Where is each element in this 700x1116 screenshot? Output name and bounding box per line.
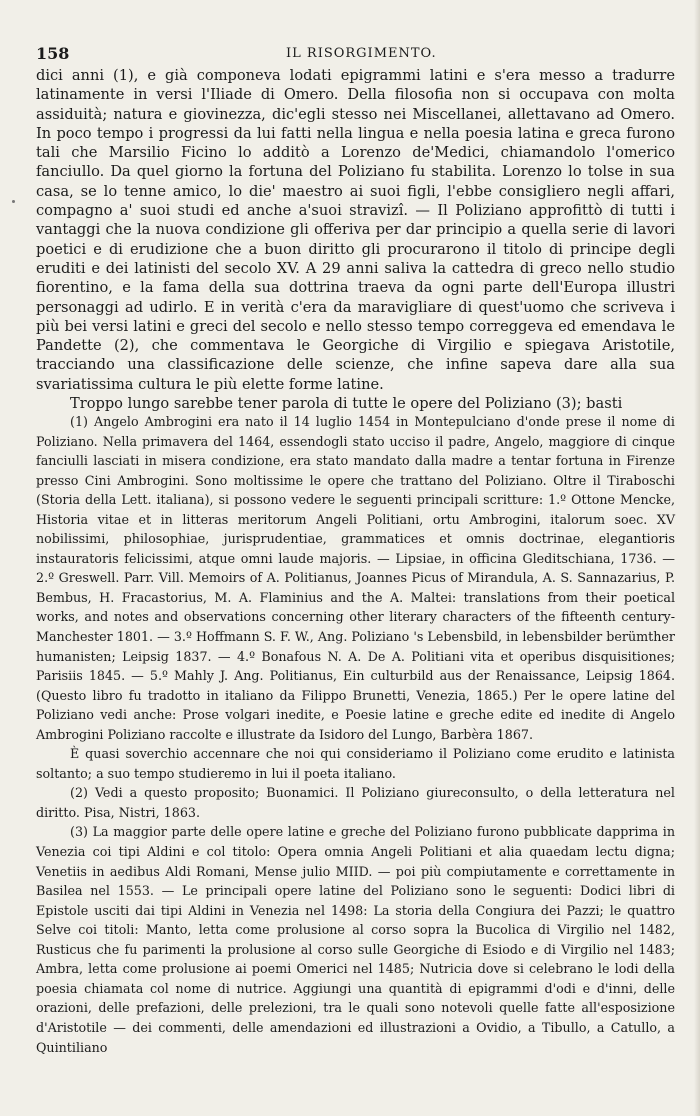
- main-paragraph: dici anni (1), e già componeva lodati epigrammi latini e s'era messo a tradurre latinamente in versi l'Iliade di Omero. Della filosofia non si occupava con molta assiduità; natura e giovinezza, dic'egli stesso nei Miscellanei, allettavano ad Omero. In poco tempo i progressi da lui fatti nella lingua e nella poesia latina e greca furono tali che Marsilio Ficino lo additò a Lorenzo de'Medici, chiamandolo l'omerico fanciullo. Da quel giorno la fortuna del Poliziano fu stabilita. Lorenzo lo tolse in sua casa, se lo tenne amico, lo die' maestro ai suoi figli, l'ebbe consigliero negli affari, compagno a' suoi studi ed anche a'suoi stravizî. — Il Poliziano approfittò di tutti i vantaggi che la nuova condizione gli offeriva per dar principio a quella serie di lavori poetici e di erudizione che a buon diritto gli procurarono il titolo di principe degli eruditi e dei latinisti del secolo XV. A 29 anni saliva la cattedra di greco nello studio fiorentino, e la fama della sua dottrina traeva da ogni parte dell'Europa illustri personaggi ad udirlo. E in verità c'era da maravigliare di quest'uomo che scriveva i più bei versi latini e greci del secolo e nello stesso tempo correggeva ed emendava le Pandette (2), che commentava le Georgiche di Virgilio e spiegava Aristotile, tracciando una classificazione delle scienze, che infine sapeva dare alla sua svariatissima cultura le più elette forme latine.: [36, 67, 675, 393]
- footnote-2: (2) Vedi a questo proposito; Buonamici. Il Poliziano giureconsulto, o della letteratura nel diritto. Pisa, Nistri, 1863.: [36, 785, 675, 820]
- footnote-3: (3) La maggior parte delle opere latine e greche del Poliziano furono pubblicate dapprima in Venezia coi tipi Aldini e col titolo: Opera omnia Angeli Politiani et alia quaedam lectu digna; Venetiis in aedibus Aldi Romani, Mense julio MIID. — poi più compiutamente e correttamente in Basilea nel 1553. — Le principali opere latine del Poliziano sono le seguenti: Dodici libri di Epistole usciti dai tipi Aldini in Venezia nel 1498: La storia della Congiura dei Pazzi; le quattro Selve coi titoli: Manto, letta come prolusione al corso sopra la Bucolica di Virgilio nel 1482, Rusticus che fu parimenti la prolusione al corso sulle Georgiche di Esiodo e di Virgilio nel 1483; Ambra, letta come prolusione ai poemi Omerici nel 1485; Nutricia dove si celebrano le lodi della poesia chiamata col nome di nutrice. Aggiungi una quantità di epigrammi d'odi e d'inni, delle orazioni, delle prefazioni, delle prelezioni, tra le quali sono notevoli quelle fatte all'esposizione d'Aristotile — dei commenti, delle amendazioni ed illustrazioni a Ovidio, a Tibullo, a Catullo, a Quintiliano: [36, 824, 675, 1055]
- main-paragraph: Troppo lungo sarebbe tener parola di tutte le opere del Poliziano (3); basti: [70, 395, 623, 413]
- page-number: 158: [36, 44, 70, 63]
- footnote-1: (1) Angelo Ambrogini era nato il 14 luglio 1454 in Montepulciano d'onde prese il nome di Poliziano. Nella primavera del 1464, essendogli stato ucciso il padre, Angelo, maggiore di cinque fanciulli lasciati in misera condizione, era stato mandato dalla madre a tentar fortuna in Firenze presso Cini Ambrogini. Sono moltissime le opere che trattano del Poliziano. Oltre il Tiraboschi (Storia della Lett. italiana), si possono vedere le seguenti principali scritture: 1.º Ottone Mencke, Historia vitae et in litteras meritorum Angeli Politiani, ortu Ambrogini, italorum soec. XV nobilissimi, philosophiae, jurisprudentiae, grammatices et omnis doctrinae, elegantioris instauratoris felicissimi, atque omni laude majoris. — Lipsiae, in officina Gleditschiana, 1736. — 2.º Greswell. Parr. Vill. Memoirs of A. Politianus, Joannes Picus of Mirandula, A. S. Sannazarius, P. Bembus, H. Fracastorius, M. A. Flaminius and the A. Maltei: translations from their poetical works, and notes and observations concerning other literary characters of the fifteenth century- Manchester 1801. — 3.º Hoffmann S. F. W., Ang. Poliziano 's Lebensbild, in lebensbilder berümther humanisten; Leipsig 1837. — 4.º Bonafous N. A. De A. Politiani vita et operibus disquisitiones; Parisiis 1845. — 5.º Mahly J. Ang. Politianus, Ein culturbild aus der Renaissance, Leipsig 1864. (Questo libro fu tradotto in italiano da Filippo Brunetti, Venezia, 1865.) Per le opere latine del Poliziano vedi anche: Prose volgari inedite, e Poesie latine e greche edite ed inedite di Angelo Ambrogini Poliziano raccolte e illustrate da Isidoro del Lungo, Barbèra 1867.: [36, 414, 675, 742]
- page-header: [36, 44, 676, 64]
- main-text: [36, 66, 675, 413]
- running-title: IL RISORGIMENTO.: [286, 46, 437, 61]
- page-edge-shadow: [694, 0, 700, 1116]
- footnotes: [36, 412, 675, 1057]
- margin-mark: [12, 200, 15, 203]
- footnote-1-note: È quasi soverchio accennare che noi qui consideriamo il Poliziano come erudito e latinista soltanto; a suo tempo studieremo in lui il poeta italiano.: [36, 746, 675, 781]
